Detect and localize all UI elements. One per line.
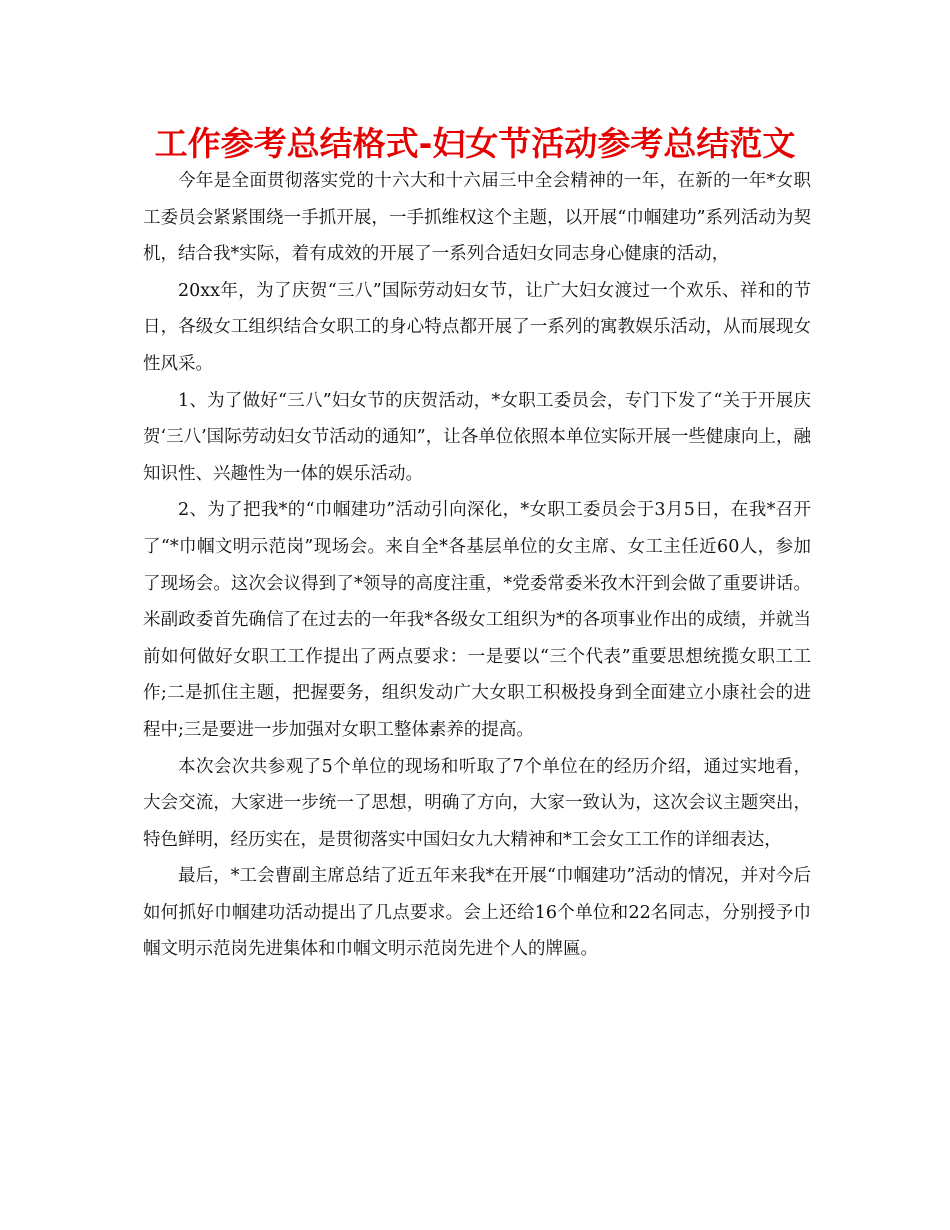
paragraph-4: 2、为了把我*的“巾帼建功”活动引向深化，*女职工委员会于3月5日，在我*召开了“*巾帼文明示范岗”现场会。来自全*各基层单位的女主席、女工主任近60人，参加了现场会。这次会议得到了*领导的高度注重，*党委常委米孜木汗到会做了重要讲话。米副政委首先确信了在过去的一年我*各级女工组织为*的各项事业作出的成绩，并就当前如何做好女职工工作提出了两点要求：一是要以“三个代表”重要思想统揽女职工工作;二是抓住主题，把握要务，组织发动广大女职工积极投身到全面建立小康社会的进程中;三是要进一步加强对女职工整体素养的提高。 <box>143 500 811 740</box>
document-body <box>143 163 811 968</box>
paragraph-2: 20xx年，为了庆贺“三八”国际劳动妇女节，让广大妇女渡过一个欢乐、祥和的节日，各级女工组织结合女职工的身心特点都开展了一系列的寓教娱乐活动，从而展现女性风采。 <box>143 280 811 374</box>
paragraph-6: 最后，*工会曹副主席总结了近五年来我*在开展“巾帼建功”活动的情况，并对今后如何抓好巾帼建功活动提出了几点要求。会上还给16个单位和22名同志，分别授予巾帼文明示范岗先进集体和巾帼文明示范岗先进个人的牌匾。 <box>143 866 811 960</box>
document-title: 工作参考总结格式-妇女节活动参考总结范文 <box>154 124 796 163</box>
paragraph-3: 1、为了做好“三八”妇女节的庆贺活动，*女职工委员会，专门下发了“关于开展庆贺‘三八’国际劳动妇女节活动的通知”，让各单位依照本单位实际开展一些健康向上，融知识性、兴趣性为一体的娱乐活动。 <box>143 390 811 484</box>
paragraph-1: 今年是全面贯彻落实党的十六大和十六届三中全会精神的一年，在新的一年*女职工委员会紧紧围绕一手抓开展，一手抓维权这个主题，以开展“巾帼建功”系列活动为契机，结合我*实际，着有成效的开展了一系列合适妇女同志身心健康的活动， <box>143 171 811 265</box>
paragraph-5: 本次会次共参观了5个单位的现场和听取了7个单位在的经历介绍，通过实地看，大会交流，大家进一步统一了思想，明确了方向，大家一致认为，这次会议主题突出，特色鲜明，经历实在，是贯彻落实中国妇女九大精神和*工会女工工作的详细表达， <box>143 756 811 850</box>
